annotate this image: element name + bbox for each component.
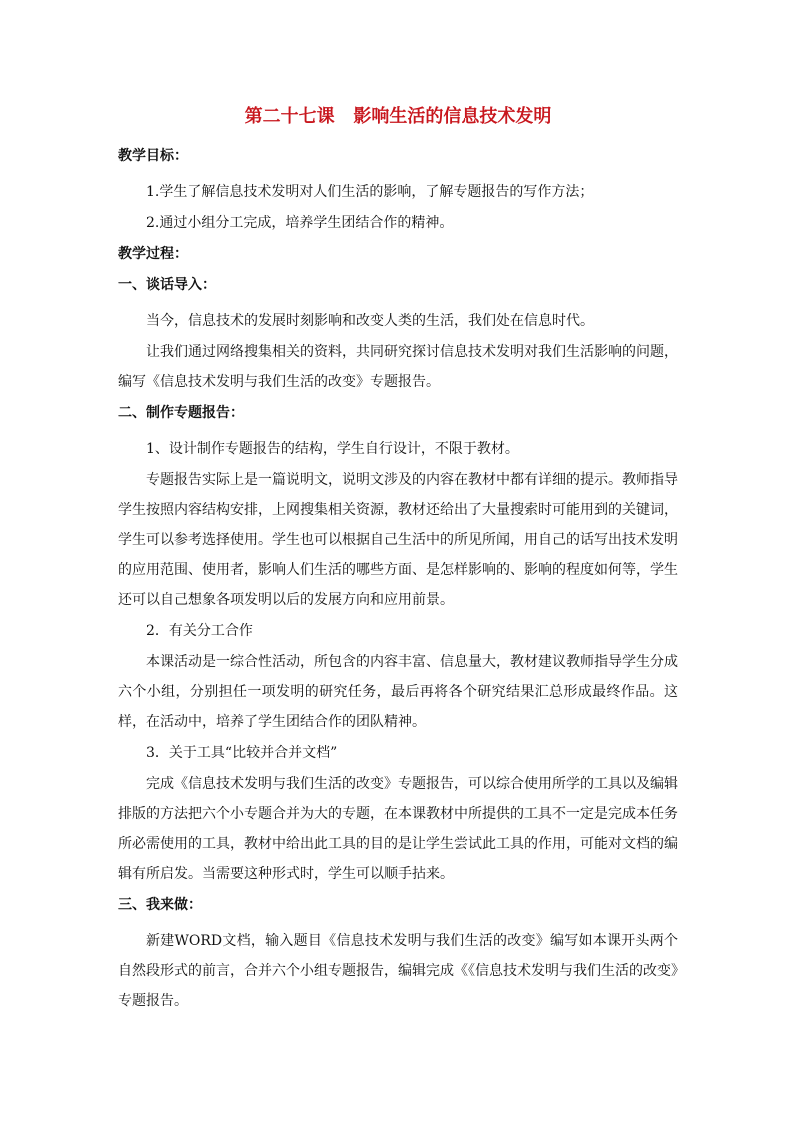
goals-heading: 教学目标： [118,148,188,164]
section2-item-3: 3．关于工具“比较并合并文档” [146,745,338,761]
section3-heading: 三、我来做： [118,897,202,913]
section2-para-3: 完成《信息技术发明与我们生活的改变》专题报告，可以综合使用所学的工具以及编辑排版的方法把六个小专题合并为大的专题，在本课教材中所提供的工具不一定是完成本任务所必需使用的工具，教材中给出此工具的目的是让学生尝试此工具的作用，可能对文档的编辑有所启发。当需要这种形式时，学生可以顺手拈来。 [118,776,678,882]
section3-para: 新建WORD文档，输入题目《信息技术发明与我们生活的改变》编写如本课开头两个自然段形式的前言，合并六个小组专题报告，编辑完成《《信息技术发明与我们生活的改变》专题报告。 [118,933,678,1009]
section1-para-1: 当今，信息技术的发展时刻影响和改变人类的生活，我们处在信息时代。 [146,313,594,329]
lesson-title: 第二十七课 影响生活的信息技术发明 [244,106,552,127]
document-page [118,104,678,1016]
section2-para-2: 本课活动是一综合性活动，所包含的内容丰富、信息量大，教材建议教师指导学生分成六个小组，分别担任一项发明的研究任务，最后再将各个研究结果汇总形成最终作品。这样，在活动中，培养了学生团结合作的团队精神。 [118,654,678,730]
goal-item-1: 1.学生了解信息技术发明对人们生活的影响，了解专题报告的写作方法； [146,184,594,200]
section2-heading: 二、制作专题报告： [118,405,244,421]
process-heading: 教学过程： [118,246,188,262]
goal-item-2: 2.通过小组分工完成，培养学生团结合作的精神。 [146,215,454,231]
section1-para-2: 让我们通过网络搜集相关的资料，共同研究探讨信息技术发明对我们生活影响的问题，编写《信息技术发明与我们生活的改变》专题报告。 [118,344,678,390]
section2-item-2: 2．有关分工合作 [146,623,253,639]
section1-heading: 一、谈话导入： [118,277,216,293]
section2-item-1: 1、设计制作专题报告的结构，学生自行设计，不限于教材。 [146,441,519,457]
section2-para-1: 专题报告实际上是一篇说明文，说明文涉及的内容在教材中都有详细的提示。教师指导学生按照内容结构安排，上网搜集相关资源，教材还给出了大量搜索时可能用到的关键词，学生可以参考选择使用。学生也可以根据自己生活中的所见所闻，用自己的话写出技术发明的应用范围、使用者，影响人们生活的哪些方面、是怎样影响的、影响的程度如何等，学生还可以自己想象各项发明以后的发展方向和应用前景。 [118,472,678,608]
